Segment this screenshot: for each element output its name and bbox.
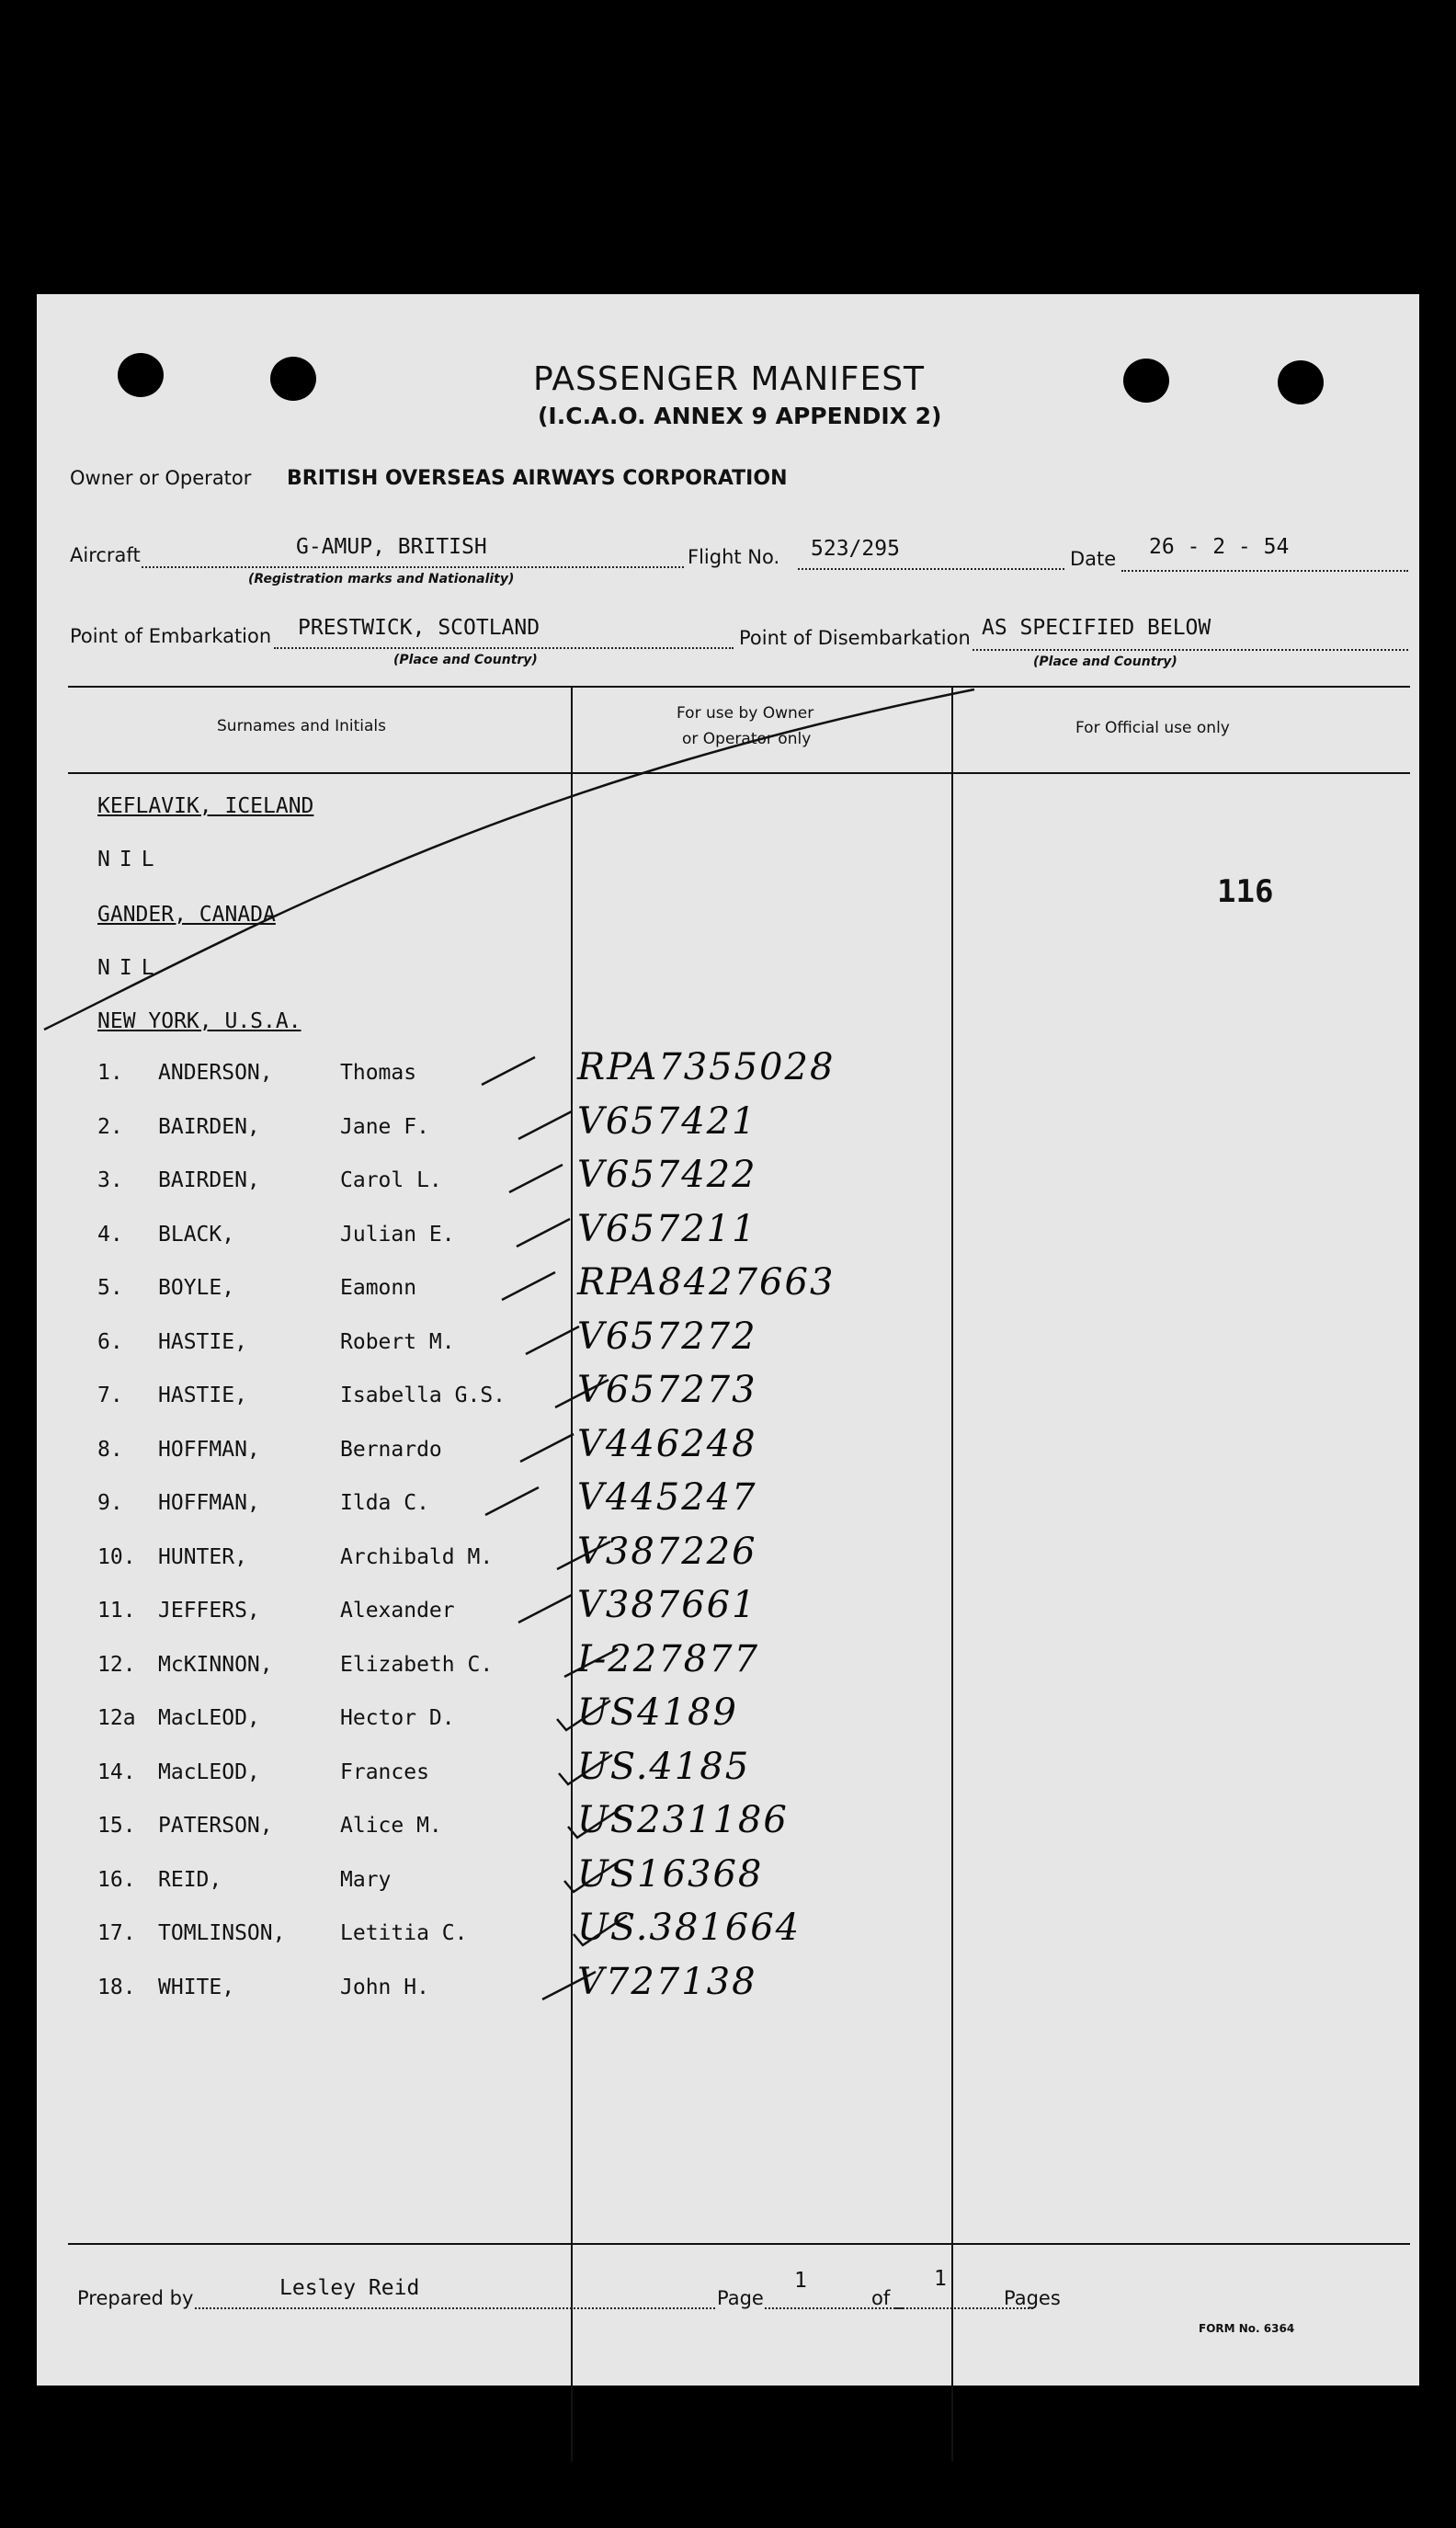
passenger-surname: BLACK,: [158, 1223, 235, 1247]
passenger-document: V445247: [577, 1476, 757, 1519]
passenger-number: 18.: [97, 1976, 136, 1999]
passenger-surname: HOFFMAN,: [158, 1491, 260, 1515]
pages-label: Pages: [1004, 2287, 1061, 2309]
manifest-sheet: [37, 294, 1419, 2386]
passenger-surname: HUNTER,: [158, 1545, 247, 1569]
passenger-number: 3.: [97, 1168, 123, 1192]
passenger-document: US.381664: [577, 1907, 802, 1949]
of-value: 1: [934, 2267, 947, 2291]
embarkation-value: PRESTWICK, SCOTLAND: [298, 616, 540, 640]
form-number: FORM No. 6364: [1199, 2322, 1295, 2335]
passenger-document: US4189: [577, 1691, 738, 1734]
date-value: 26 - 2 - 54: [1149, 535, 1290, 559]
passenger-surname: REID,: [158, 1868, 222, 1892]
passenger-given-name: Isabella G.S.: [340, 1384, 506, 1407]
passenger-document: V657272: [577, 1315, 757, 1358]
prepared-by-dotted-line: [195, 2307, 715, 2309]
column-header-official: For Official use only: [1075, 719, 1230, 737]
passenger-document: V387661: [577, 1584, 757, 1626]
passenger-number: 16.: [97, 1868, 136, 1892]
aircraft-note: (Registration marks and Nationality): [248, 572, 515, 586]
passenger-document: US16368: [577, 1853, 764, 1896]
embarkation-note: (Place and Country): [393, 653, 538, 667]
passenger-document: V657422: [577, 1154, 757, 1196]
passenger-surname: HASTIE,: [158, 1384, 247, 1407]
official-number: 116: [1217, 873, 1274, 910]
passenger-given-name: John H.: [340, 1976, 429, 1999]
passenger-document: I-227877: [577, 1638, 760, 1680]
passenger-given-name: Archibald M.: [340, 1545, 494, 1569]
passenger-given-name: Thomas: [340, 1061, 417, 1085]
passenger-number: 5.: [97, 1276, 123, 1300]
page-title: PASSENGER MANIFEST: [533, 360, 926, 398]
stop-status: NIL: [97, 956, 164, 980]
passenger-given-name: Alice M.: [340, 1814, 442, 1838]
passenger-number: 12a: [97, 1706, 136, 1730]
passenger-surname: MacLEOD,: [158, 1760, 260, 1784]
passenger-surname: JEFFERS,: [158, 1599, 260, 1623]
passenger-number: 7.: [97, 1384, 123, 1407]
passenger-surname: McKINNON,: [158, 1653, 273, 1677]
page-value: 1: [794, 2269, 807, 2293]
stop-status: NIL: [97, 848, 164, 871]
passenger-surname: MacLEOD,: [158, 1706, 260, 1730]
prepared-by-label: Prepared by: [77, 2287, 194, 2309]
cancellation-stroke: [37, 294, 1419, 2386]
passenger-document: V446248: [577, 1423, 757, 1465]
disembarkation-value: AS SPECIFIED BELOW: [982, 616, 1211, 640]
disembarkation-note: (Place and Country): [1033, 655, 1177, 669]
passenger-given-name: Ilda C.: [340, 1491, 429, 1515]
flight-label: Flight No.: [688, 546, 780, 568]
passenger-surname: HASTIE,: [158, 1330, 247, 1354]
passenger-document: V387226: [577, 1531, 757, 1573]
embarkation-label: Point of Embarkation: [70, 625, 272, 647]
passenger-number: 15.: [97, 1814, 136, 1838]
passenger-surname: TOMLINSON,: [158, 1921, 286, 1945]
passenger-number: 2.: [97, 1115, 123, 1139]
passenger-surname: PATERSON,: [158, 1814, 273, 1838]
stop-place: GANDER, CANADA: [97, 903, 276, 927]
passenger-given-name: Frances: [340, 1760, 429, 1784]
prepared-by-value: Lesley Reid: [279, 2276, 420, 2300]
passenger-document: US.4185: [577, 1746, 751, 1788]
passenger-surname: HOFFMAN,: [158, 1438, 260, 1462]
passenger-document: V657273: [577, 1369, 757, 1411]
passenger-number: 6.: [97, 1330, 123, 1354]
page-label: Page: [717, 2287, 764, 2309]
operator-value: BRITISH OVERSEAS AIRWAYS CORPORATION: [287, 467, 788, 490]
passenger-number: 10.: [97, 1545, 136, 1569]
column-header-owner-1: For use by Owner: [677, 704, 814, 723]
passenger-given-name: Robert M.: [340, 1330, 455, 1354]
passenger-number: 9.: [97, 1491, 123, 1515]
disembarkation-label: Point of Disembarkation: [739, 627, 971, 649]
operator-label: Owner or Operator: [70, 467, 252, 489]
passenger-given-name: Bernardo: [340, 1438, 442, 1462]
passenger-given-name: Elizabeth C.: [340, 1653, 494, 1677]
footer-rule: [68, 2243, 1410, 2245]
column-header-names: Surnames and Initials: [217, 717, 387, 735]
flight-value: 523/295: [811, 537, 900, 561]
passenger-given-name: Letitia C.: [340, 1921, 468, 1945]
passenger-document: RPA8427663: [577, 1261, 836, 1304]
passenger-given-name: Mary: [340, 1868, 392, 1892]
passenger-given-name: Julian E.: [340, 1223, 455, 1247]
passenger-surname: BAIRDEN,: [158, 1115, 260, 1139]
stop-place: KEFLAVIK, ICELAND: [97, 794, 314, 818]
passenger-given-name: Alexander: [340, 1599, 455, 1623]
passenger-document: V657421: [577, 1100, 757, 1143]
aircraft-value: G-AMUP, BRITISH: [296, 535, 487, 559]
passenger-surname: BOYLE,: [158, 1276, 235, 1300]
of-label: of: [871, 2287, 891, 2309]
passenger-document: V727138: [577, 1961, 757, 2003]
column-header-owner-2: or Operator only: [682, 730, 812, 748]
passenger-number: 4.: [97, 1223, 123, 1247]
passenger-surname: ANDERSON,: [158, 1061, 273, 1085]
passenger-surname: BAIRDEN,: [158, 1168, 260, 1192]
passenger-number: 14.: [97, 1760, 136, 1784]
passenger-number: 1.: [97, 1061, 123, 1085]
passenger-given-name: Eamonn: [340, 1276, 417, 1300]
passenger-given-name: Jane F.: [340, 1115, 429, 1139]
passenger-given-name: Hector D.: [340, 1706, 455, 1730]
passenger-number: 12.: [97, 1653, 136, 1677]
passenger-number: 8.: [97, 1438, 123, 1462]
passenger-number: 11.: [97, 1599, 136, 1623]
passenger-document: RPA7355028: [577, 1046, 836, 1088]
page-subtitle: (I.C.A.O. ANNEX 9 APPENDIX 2): [538, 403, 942, 429]
passenger-document: US231186: [577, 1799, 789, 1841]
passenger-given-name: Carol L.: [340, 1168, 442, 1192]
aircraft-label: Aircraft: [70, 544, 141, 566]
passenger-document: V657211: [577, 1208, 757, 1250]
destination: NEW YORK, U.S.A.: [97, 1009, 301, 1033]
date-label: Date: [1070, 548, 1117, 570]
passenger-number: 17.: [97, 1921, 136, 1945]
passenger-surname: WHITE,: [158, 1976, 235, 1999]
